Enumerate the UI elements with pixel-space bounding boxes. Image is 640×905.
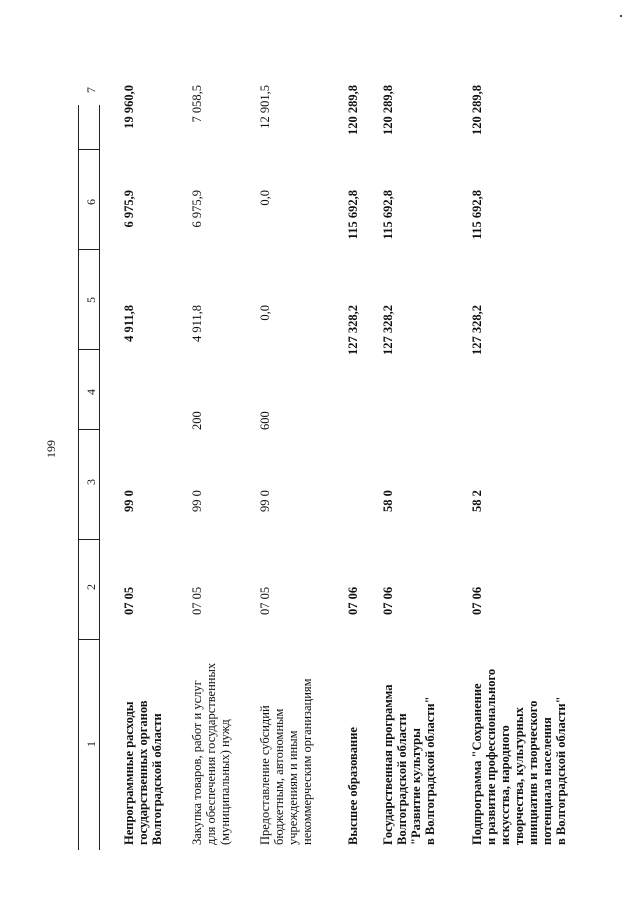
col-divider [78, 249, 99, 250]
row-name-line: и развитие профессионального [484, 668, 498, 845]
cell-c7: 120 289,8 [346, 85, 360, 135]
row-name-line: в Волгоградской области" [423, 696, 437, 845]
cell-c5: 4 911,8 [122, 305, 136, 342]
cell-c5: 4 911,8 [190, 305, 204, 343]
row-name-line: Непрограммные расходы [122, 701, 136, 845]
row-name-line: государственных органов [136, 700, 150, 845]
row-name-line: "Развитие культуры [409, 728, 423, 845]
col-header-2: 2 [84, 584, 98, 590]
cell-c2: 07 05 [190, 586, 204, 615]
col-header-4: 4 [84, 389, 98, 395]
row-name-line: некоммерческим организациям [300, 678, 314, 845]
scan-speck [620, 15, 622, 17]
cell-c3: 99 0 [122, 490, 136, 512]
header-top-rule [78, 105, 79, 850]
cell-c3: 58 0 [381, 490, 395, 512]
row-name [470, 669, 568, 845]
cell-c4: 600 [258, 411, 272, 430]
cell-c6: 115 692,8 [470, 190, 484, 240]
cell-c6: 6 975,9 [190, 190, 204, 228]
cell-c7: 12 901,5 [258, 85, 272, 129]
row-name-line: Волгоградской области [395, 713, 409, 845]
cell-c6: 115 692,8 [381, 190, 395, 240]
row-name-line: (муниципальных) нужд [218, 719, 232, 845]
cell-c2: 07 06 [470, 586, 484, 615]
cell-c3: 58 2 [470, 490, 484, 512]
cell-c5: 127 328,2 [381, 305, 395, 355]
row-name-line: Волгоградской области [150, 713, 164, 845]
row-name-line: искусства, народного [498, 725, 512, 845]
row-name-line: Предоставление субсидий [258, 705, 272, 845]
cell-c2: 07 05 [258, 586, 272, 615]
cell-c3: 99 0 [258, 490, 272, 512]
row-name-line: инициатив и творческого [526, 700, 540, 845]
header-bottom-rule [99, 105, 100, 850]
col-divider [78, 349, 99, 350]
row-name-line: потенциала населения [540, 717, 554, 845]
cell-c5: 127 328,2 [470, 305, 484, 355]
col-divider [78, 149, 99, 150]
row-name-line: Высшее образование [346, 727, 360, 845]
row-name-line: учреждениям и иным [286, 730, 300, 845]
cell-c6: 115 692,8 [346, 190, 360, 240]
cell-c6: 6 975,9 [122, 190, 136, 228]
col-header-7: 7 [84, 87, 98, 93]
col-header-3: 3 [84, 479, 98, 485]
cell-c2: 07 06 [381, 586, 395, 615]
row-name-line: для обеспечения государственных [204, 662, 218, 845]
cell-c7: 7 058,5 [190, 85, 204, 123]
row-name-line: в Волгоградской области" [554, 696, 568, 845]
cell-c5: 127 328,2 [346, 305, 360, 355]
cell-c7: 120 289,8 [470, 85, 484, 135]
cell-c2: 07 06 [346, 586, 360, 615]
cell-c6: 0,0 [258, 190, 272, 206]
col-header-5: 5 [84, 297, 98, 303]
col-header-1: 1 [84, 741, 98, 747]
cell-c4: 200 [190, 411, 204, 430]
row-name-line: творчества, культурных [512, 707, 526, 845]
row-name [258, 678, 314, 845]
cell-c7: 19 960,0 [122, 85, 136, 129]
cell-c5: 0,0 [258, 305, 272, 321]
page-number: 199 [44, 440, 58, 458]
cell-c2: 07 05 [122, 586, 136, 615]
row-name-line: Закупка товаров, работ и услуг [190, 680, 204, 845]
cell-c7: 120 289,8 [381, 85, 395, 135]
col-header-6: 6 [84, 199, 98, 205]
cell-c3: 99 0 [190, 490, 204, 512]
row-name [381, 685, 437, 845]
row-name-line: Подпрограмма "Сохранение [470, 683, 484, 845]
row-name [122, 700, 164, 845]
row-name [346, 727, 360, 845]
col-divider [78, 639, 99, 640]
col-divider [78, 429, 99, 430]
row-name-line: бюджетным, автономным [272, 708, 286, 845]
row-name [190, 663, 232, 845]
row-name-line: Государственная программа [381, 684, 395, 845]
col-divider [78, 539, 99, 540]
